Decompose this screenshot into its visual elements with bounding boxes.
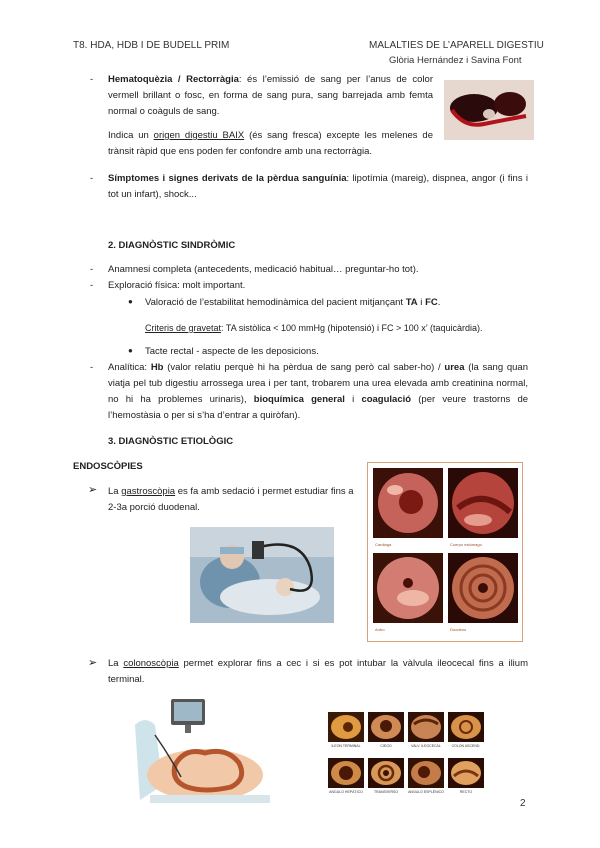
bullet-dash: - [90, 264, 94, 275]
arrow-bullet-icon: ➢ [88, 484, 98, 496]
bullet-dot-icon: ● [128, 297, 133, 306]
gastroscopy-images-panel [367, 462, 523, 642]
header-left: T8. HDA, HDB I DE BUDELL PRIM [73, 40, 230, 51]
colonoscopy-procedure-icon [135, 695, 270, 805]
gastro-caption-4: Duodeno [450, 627, 467, 632]
duodenum-endoscopy-image [448, 553, 518, 623]
gastro-caption-1: Cardiaga [375, 542, 392, 547]
rectal-bleeding-image [444, 80, 534, 140]
hemodynamic-item: Valoració de l’estabilitat hemodinàmica del pacient mitjançant TA i FC. [145, 297, 441, 308]
arrow-bullet-icon: ➢ [88, 657, 98, 669]
colon-caption-8: RECTO [459, 790, 473, 794]
gastroscopy-paragraph: La gastroscòpia es fa amb sedació i permet estudiar fins a 2-3a porció duodenal. [108, 486, 354, 513]
blood-stain-icon [444, 80, 534, 140]
bullet-dash: - [90, 362, 94, 373]
endoscopy-procedure-icon [190, 527, 334, 623]
hematoquezia-paragraph: Hematoquèzia / Rectorràgia: és l’emissió de sang per l’anus de color vermell brillant o fosc, en forma de sang pura, sang barrejada amb femta normal o coàguls de sang. [108, 74, 434, 117]
colon-image-5 [328, 758, 364, 788]
colon-caption-7: ANGULO ESPLÉNICO [408, 790, 444, 794]
endoscopies-heading: ENDOSCÒPIES [73, 461, 143, 472]
colon-image-3 [408, 712, 444, 742]
hematoquezia-term: Hematoquèzia / Rectorràgia [108, 74, 239, 85]
colon-caption-1: ILEON TERMINAL [331, 744, 361, 748]
physical-exam-item: Exploració física: molt important. [108, 280, 246, 291]
colon-image-4 [448, 712, 484, 742]
gastroscopy-link: gastroscòpia [121, 486, 176, 497]
colon-caption-2: CIEGO [380, 744, 392, 748]
colon-caption-4: COLON ASCEND. [451, 744, 481, 748]
bullet-dash: - [90, 280, 94, 291]
colon-caption-5: ANGULO HEPÁTICO [329, 790, 363, 794]
symptoms-paragraph: Símptomes i signes derivats de la pèrdua sanguínia: lipotímia (mareig), dispnea, angor (i fins i tot un infart), shock... [108, 173, 528, 200]
colonoscopy-link: colonoscòpia [123, 658, 179, 669]
colonoscopy-paragraph: La colonoscòpia permet explorar fins a cec i si es pot intubar la vàlvula ileocecal fins a ilium terminal. [108, 658, 528, 685]
origin-link: origen digestiu BAIX [153, 130, 245, 141]
section3-title: 3. DIAGNÒSTIC ETIOLÒGIC [108, 436, 234, 447]
colon-image-8 [448, 758, 484, 788]
severity-criteria: Criteris de gravetat: TA sistòlica < 100 mmHg (hipotensió) i FC > 100 x’ (taquicàrdia). [145, 323, 483, 333]
page-number: 2 [520, 798, 526, 809]
header-right-title: MALALTIES DE L’APARELL DIGESTIU [369, 40, 544, 51]
gastro-caption-3: Antro [375, 627, 385, 632]
colon-caption-6: TRANSVERSO [373, 790, 399, 794]
colon-image-7 [408, 758, 444, 788]
antrum-endoscopy-image [373, 553, 443, 623]
gastro-caption-2: Cuerpo estómago [450, 542, 482, 547]
bullet-dash: - [90, 74, 94, 85]
stomach-body-endoscopy-image [448, 468, 518, 538]
bullet-dot-icon: ● [128, 346, 133, 355]
hematoquezia-origin-paragraph: Indica un origen digestiu BAIX (és sang fresca) excepte les melenes de trànsit ràpid que ens poden fer confondre amb una rectorràgia. [108, 130, 433, 157]
anamnesis-item: Anamnesi completa (antecedents, medicació habitual… preguntar-ho tot). [108, 264, 419, 275]
colon-image-6 [368, 758, 404, 788]
lab-analysis-paragraph: Analítica: Hb (valor relatiu perquè hi ha pèrdua de sang però cal saber-ho) / urea (la sang quan viatja pel tub digestiu arrossega urea i per tant, trobarem una urea elevada amb creatinina normal, no hi ha problemes urinaris), bioquímica general i coagulació (per veure trastorns de l’hemostàsia o per si s’ha d’entrar a quiròfan). [108, 362, 529, 421]
colonoscopy-images-panel [328, 712, 488, 804]
cardia-endoscopy-image [373, 468, 443, 538]
rectal-exam-item: Tacte rectal - aspecte de les deposicions. [145, 346, 319, 357]
colon-image-2 [368, 712, 404, 742]
section2-title: 2. DIAGNÒSTIC SINDRÒMIC [108, 240, 236, 251]
bullet-dash: - [90, 173, 94, 184]
gastroscopy-procedure-image [190, 527, 334, 623]
colon-caption-3: VALV. ILEOCECAL [411, 744, 441, 748]
colonoscopy-illustration [135, 695, 270, 805]
colon-image-1 [328, 712, 364, 742]
symptoms-term: Símptomes i signes derivats de la pèrdua sanguínia [108, 173, 347, 184]
criteria-link: Criteris de gravetat [145, 323, 222, 333]
header-authors: Glòria Hernández i Savina Font [389, 55, 522, 66]
